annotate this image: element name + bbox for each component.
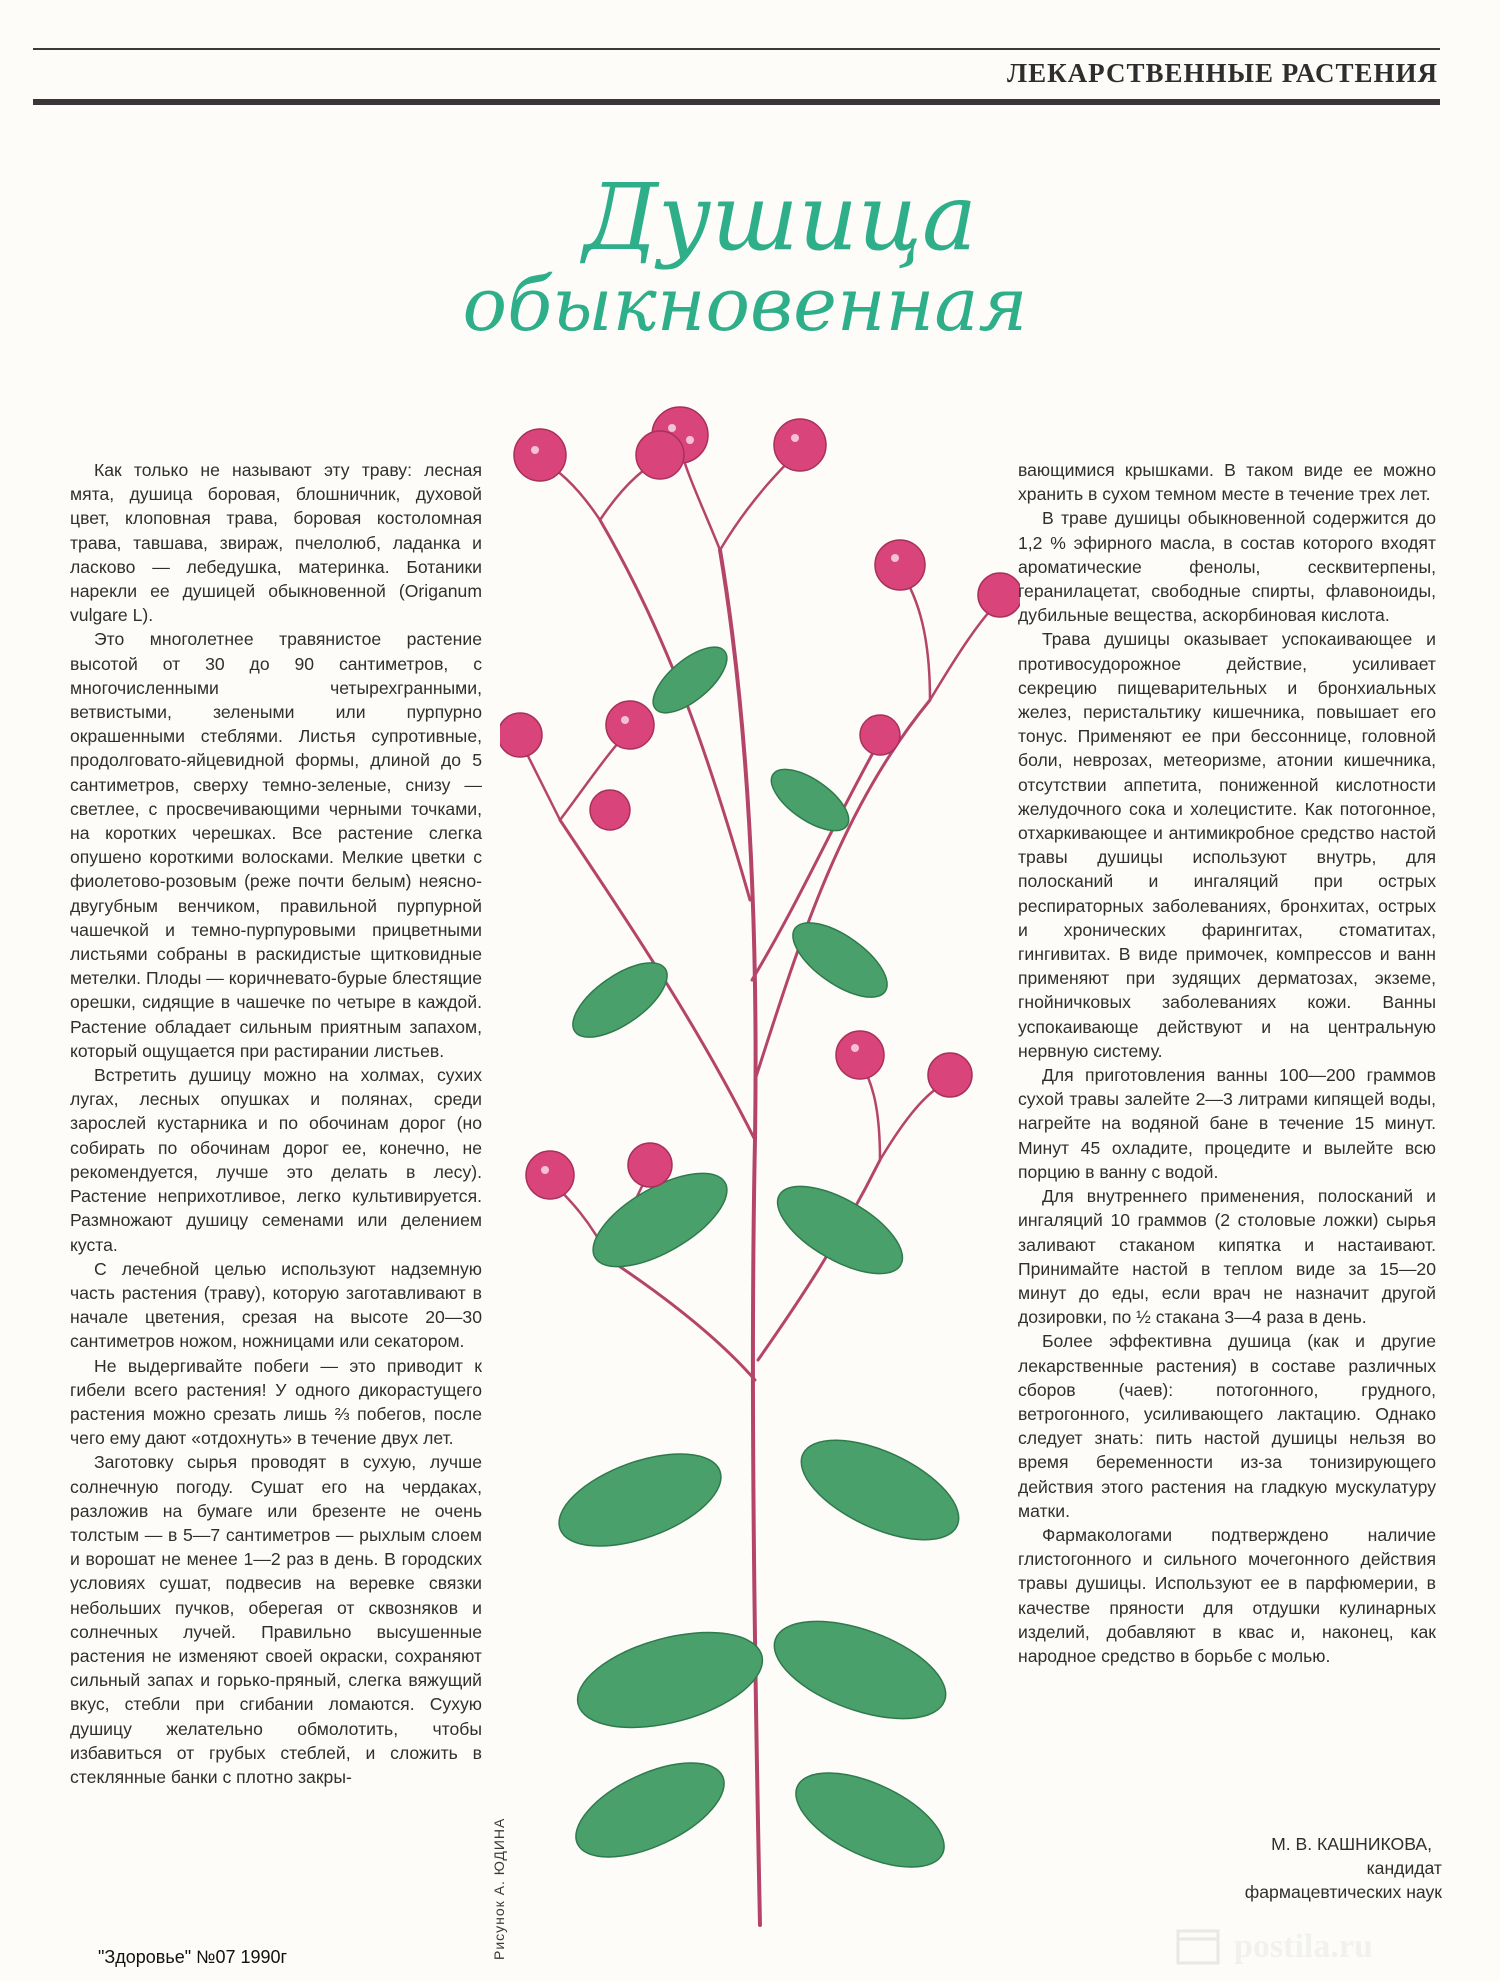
watermark — [1176, 1922, 1476, 1972]
oregano-plant-illustration — [500, 380, 1020, 1940]
postila-logo-icon — [1176, 1927, 1220, 1967]
paragraph: Для приготовления ванны 100—200 граммов сухой травы залейте 2—3 литрами кипящей воды, нагрейте на водяной бане в течение 15 минут. Минут 45 охладите, процедите и вылейте всю порцию в ванну с водой. — [1018, 1065, 1436, 1182]
paragraph: С лечебной целью используют надземную часть растения (траву), которую заготавливают в начале цветения, срезая на высоте 20—30 сантиметров ножом, ножницами или секатором. — [70, 1258, 482, 1352]
title-line-1: Душица — [583, 164, 977, 271]
section-rubric: ЛЕКАРСТВЕННЫЕ РАСТЕНИЯ — [1006, 58, 1438, 88]
paragraph: В траве душицы обыкновенной содержится до 1,2 % эфирного масла, в состав которого входят ароматические фенолы, сесквитерпены, геранилацетат, свободные спирты, флавоноиды, дубильные вещества, аскорбиновая кислота. — [1018, 508, 1436, 626]
paragraph: Не выдергивайте побеги — это приводит к гибели всего растения! У одного дикорастущего растения можно срезать лишь ⅔ побегов, после чего ему дают «отдохнуть» в течение двух лет. — [70, 1355, 482, 1449]
paragraph: вающимися крышками. В таком виде ее можно хранить в сухом темном месте в течение трех лет. — [1018, 460, 1436, 505]
watermark-text: postila.ru — [1234, 1928, 1373, 1965]
top-thin-rule — [33, 48, 1440, 50]
article-title — [450, 164, 1070, 348]
paragraph: Это многолетнее травянистое растение высотой от 30 до 90 сантиметров, с многочисленными четырехгранными, ветвистыми, зелеными или пурпурно окрашенными стеблями. Листья супротивные, продолговато-яйцевидной формы, длиной до 5 сантиметров, сверху темно-зеленые, снизу — светлее, с просвечивающими черными точками, на коротких черешках. Все растение слегка опушено короткими волосками. Мелкие цветки с фиолетово-розовым (реже почти белым) неясно-двугубным венчиком, правильной пурпурной чашечкой и темно-пурпуровыми прицветными листьями собраны в раскидистые щитковидные метелки. Плоды — коричневато-бурые блестящие орешки, сидящие в чашечке по четыре в каждой. Растение обладает сильным приятным запахом, который ощущается при растирании листьев. — [70, 629, 482, 1061]
top-thick-rule — [33, 99, 1440, 105]
paragraph: Более эффективна душица (как и другие лекарственные растения) в составе различных сборов (чаев): потогонного, грудного, ветрогонного, усиливающего лактацию. Однако следует знать: пить настой душицы нельзя во время беременности из-за тонизирующего действия этого растения на гладкую мускулатуру матки. — [1018, 1331, 1436, 1521]
paragraph: Трава душицы оказывает успокаивающее и противосудорожное действие, усиливает секрецию пищеварительных и бронхиальных желез, перистальтику кишечника, повышает его тонус. Применяют ее при бессоннице, головной боли, неврозах, метеоризме, атонии кишечника, отсутствии аппетита, пониженной кислотности желудочного сока и холецистите. Как потогонное, отхаркивающее и антимикробное средство настой травы душицы используют внутрь, для полосканий и ингаляций при острых респираторных заболеваниях, бронхитах, острых и хронических фарингитах, стоматитах, гингивитах. В виде примочек, компрессов и ванн применяют при зудящих дерматозах, экземе, гнойничковых заболеваниях кожи. Ванны успокаивающе действуют и на центральную нервную систему. — [1018, 629, 1436, 1061]
source-caption: "Здоровье" №07 1990г — [98, 1947, 288, 1967]
title-line-2: обыкновенная — [462, 261, 1028, 348]
author-title-2: фармацевтических наук — [1244, 1882, 1442, 1902]
paragraph: Встретить душицу можно на холмах, сухих лугах, лесных опушках и полянах, среди зарослей кустарника и по обочинам дорог (но собирать по обочинам дорог ее, конечно, не рекомендуется, лучше это делать в лесу). Растение неприхотливое, легко культивируется. Размножают душицу семенами или делением куста. — [70, 1065, 482, 1255]
illustration-credit: Рисунок А. ЮДИНА — [491, 1817, 507, 1960]
author-signature — [1142, 1832, 1442, 1904]
author-name: М. В. КАШНИКОВА, — [1271, 1834, 1432, 1854]
article-column-right — [1018, 458, 1436, 1668]
paragraph: Для внутреннего применения, полосканий и ингаляций 10 граммов (2 столовые ложки) сырья заливают стаканом кипятка и настаивают. Принимайте настой в теплом виде за 15—20 минут до еды, если врач не назначит другой дозировки, по ½ стакана 3—4 раза в день. — [1018, 1186, 1436, 1328]
paragraph: Заготовку сырья проводят в сухую, лучше солнечную погоду. Сушат его на чердаках, разложив на бумаге или брезенте не очень толстым — в 5—7 сантиметров — рыхлым слоем и ворошат не менее 1—2 раз в день. В городских условиях сушат, подвесив на веревке связки небольших пучков, оберегая от сквозняков и солнечных лучей. Правильно высушенные растения не изменяют своей окраски, сохраняют сильный запах и горько-пряный, слегка вяжущий вкус, стебли при сгибании ломаются. Сухую душицу желательно обмолотить, чтобы избавиться от грубых стеблей, и сложить в стеклянные банки с плотно закры- — [70, 1452, 482, 1787]
paragraph: Фармакологами подтверждено наличие глистогонного и сильного мочегонного действия травы душицы. Используют ее в парфюмерии, в качестве пряности для отдушки кулинарных изделий, добавляют в квас и, наконец, как народное средство в борьбе с молью. — [1018, 1524, 1436, 1666]
author-title-1: кандидат — [1366, 1858, 1442, 1878]
paragraph: Как только не называют эту траву: лесная мята, душица боровая, блошничник, духовой цвет, клоповная трава, боровая костоломная трава, тавшава, звираж, пчелолюб, ладанка и ласково — лебедушка, материнка. Ботаники нарекли ее душицей обыкновенной (Origanum vulgare L). — [70, 460, 482, 626]
article-column-left — [70, 458, 482, 1789]
